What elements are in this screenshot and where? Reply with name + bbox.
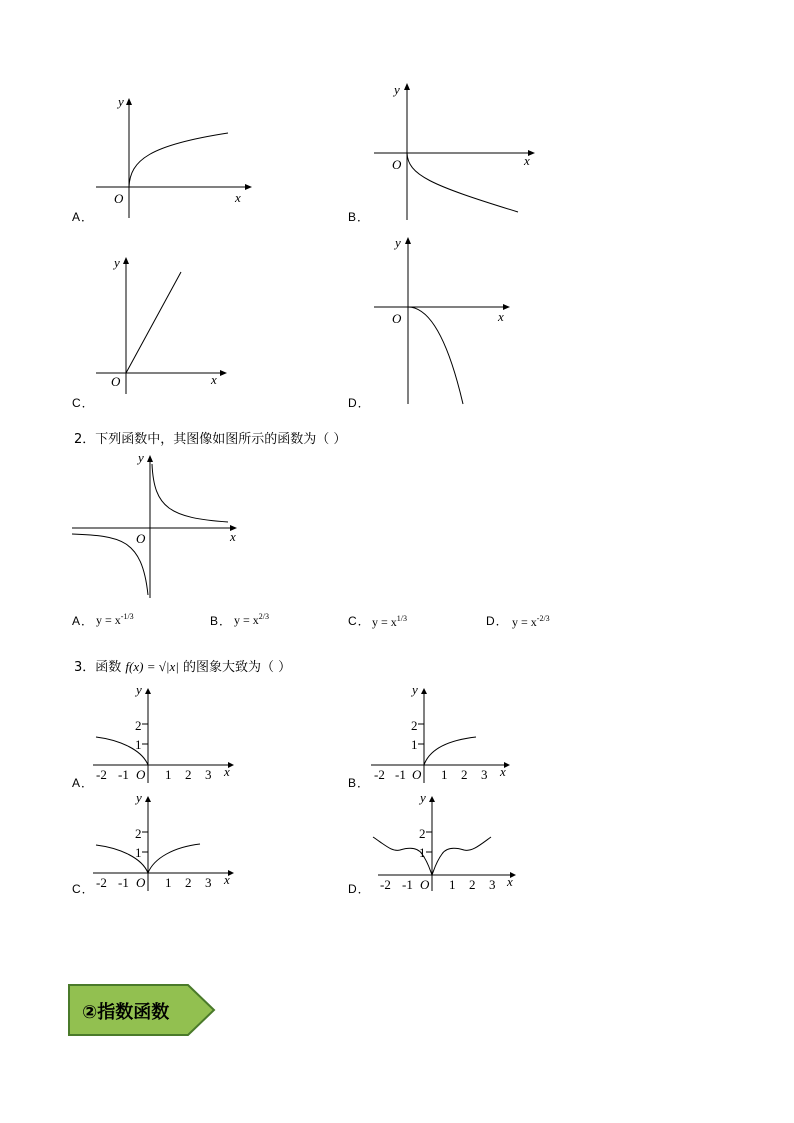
q3-graph-d (370, 790, 522, 892)
q1b-x-label: x (524, 153, 530, 168)
q1d-y-label: y (395, 235, 401, 250)
q3-graph-b (368, 682, 518, 784)
q3a-y-label: y (136, 682, 142, 697)
q2-graph (70, 448, 250, 600)
q3b-y1: 1 (411, 737, 418, 752)
q1-graph-b (370, 80, 540, 225)
q3c-x1: 1 (165, 875, 172, 890)
q3-graph-a (90, 682, 240, 784)
q3d-y1: 1 (419, 845, 426, 860)
q3-stem: 3．函数 f(x) = √|x| 的图象大致为（ ） (74, 659, 292, 675)
q3d-origin: O (420, 877, 430, 892)
q3a-xm1: -1 (118, 767, 129, 782)
q2-stem: 2．下列函数中，其图像如图所示的函数为（ ） (74, 432, 347, 447)
q3b-origin: O (412, 767, 422, 782)
q2-option-b-formula: $y = x^{2/3}$ (234, 612, 270, 627)
q3d-x1: 1 (449, 877, 456, 892)
q3d-y2: 2 (419, 826, 426, 841)
q1a-x-label: x (235, 190, 241, 205)
q3b-x-label: x (500, 764, 506, 779)
q1-option-b-label[interactable]: B． (348, 210, 371, 224)
q2-option-d-label[interactable]: D． (486, 614, 509, 628)
q3d-xm1: -1 (402, 877, 413, 892)
q3d-x-label: x (507, 874, 513, 889)
q3b-y-label: y (412, 682, 418, 697)
q3b-x2: 2 (461, 767, 468, 782)
q3c-x3: 3 (205, 875, 212, 890)
q1-option-d-label[interactable]: D． (348, 396, 371, 410)
q3a-x3: 3 (205, 767, 212, 782)
q3d-x3: 3 (489, 877, 496, 892)
q3b-x1: 1 (441, 767, 448, 782)
q3c-y-label: y (136, 790, 142, 805)
q1c-x-label: x (211, 372, 217, 387)
q3d-x2: 2 (469, 877, 476, 892)
q1-graph-d (370, 232, 520, 407)
q2-y-label: y (138, 450, 144, 465)
q3-option-d-label[interactable]: D． (348, 882, 371, 896)
q1-graph-a (90, 90, 260, 220)
q1-option-a-label[interactable]: A． (72, 210, 95, 224)
q3a-origin: O (136, 767, 146, 782)
q3c-x-label: x (224, 872, 230, 887)
q3-option-a-label[interactable]: A． (72, 776, 95, 790)
q3a-x1: 1 (165, 767, 172, 782)
q1c-y-label: y (114, 255, 120, 270)
q1d-x-label: x (498, 309, 504, 324)
q3a-xm2: -2 (96, 767, 107, 782)
q3-option-b-label[interactable]: B． (348, 776, 371, 790)
q2-option-c-label[interactable]: C． (348, 614, 371, 628)
q2-option-c-formula: $y = x^{1/3}$ (372, 614, 408, 629)
q1b-origin: O (392, 157, 402, 172)
q3-option-c-label[interactable]: C． (72, 882, 95, 896)
q2-x-label: x (230, 529, 236, 544)
q3c-y2: 2 (135, 826, 142, 841)
q2-option-d-formula: $y = x^{-2/3}$ (512, 614, 550, 629)
q3a-x-label: x (224, 764, 230, 779)
q2-origin: O (136, 531, 146, 546)
q3c-origin: O (136, 875, 146, 890)
q3b-x3: 3 (481, 767, 488, 782)
q1-graph-c (90, 250, 240, 395)
q3b-xm1: -1 (395, 767, 406, 782)
q3c-y1: 1 (135, 845, 142, 860)
q3b-xm2: -2 (374, 767, 385, 782)
q3a-y1: 1 (135, 737, 142, 752)
q1-option-c-label[interactable]: C． (72, 396, 95, 410)
q2-option-a-label[interactable]: A． (72, 614, 95, 628)
q3d-xm2: -2 (380, 877, 391, 892)
q2-option-b-label[interactable]: B． (210, 614, 233, 628)
q3-graph-c (90, 790, 240, 892)
q1a-origin: O (114, 191, 124, 206)
section-title: ②指数函数 (82, 1002, 170, 1023)
q1d-origin: O (392, 311, 402, 326)
q3a-y2: 2 (135, 718, 142, 733)
q2-option-a-formula: $y = x^{-1/3}$ (96, 612, 134, 627)
q3b-y2: 2 (411, 718, 418, 733)
q1a-y-label: y (118, 94, 124, 109)
q3c-x2: 2 (185, 875, 192, 890)
q1c-origin: O (111, 374, 121, 389)
q3c-xm1: -1 (118, 875, 129, 890)
q3d-y-label: y (420, 790, 426, 805)
q3c-xm2: -2 (96, 875, 107, 890)
q1b-y-label: y (394, 82, 400, 97)
q3a-x2: 2 (185, 767, 192, 782)
